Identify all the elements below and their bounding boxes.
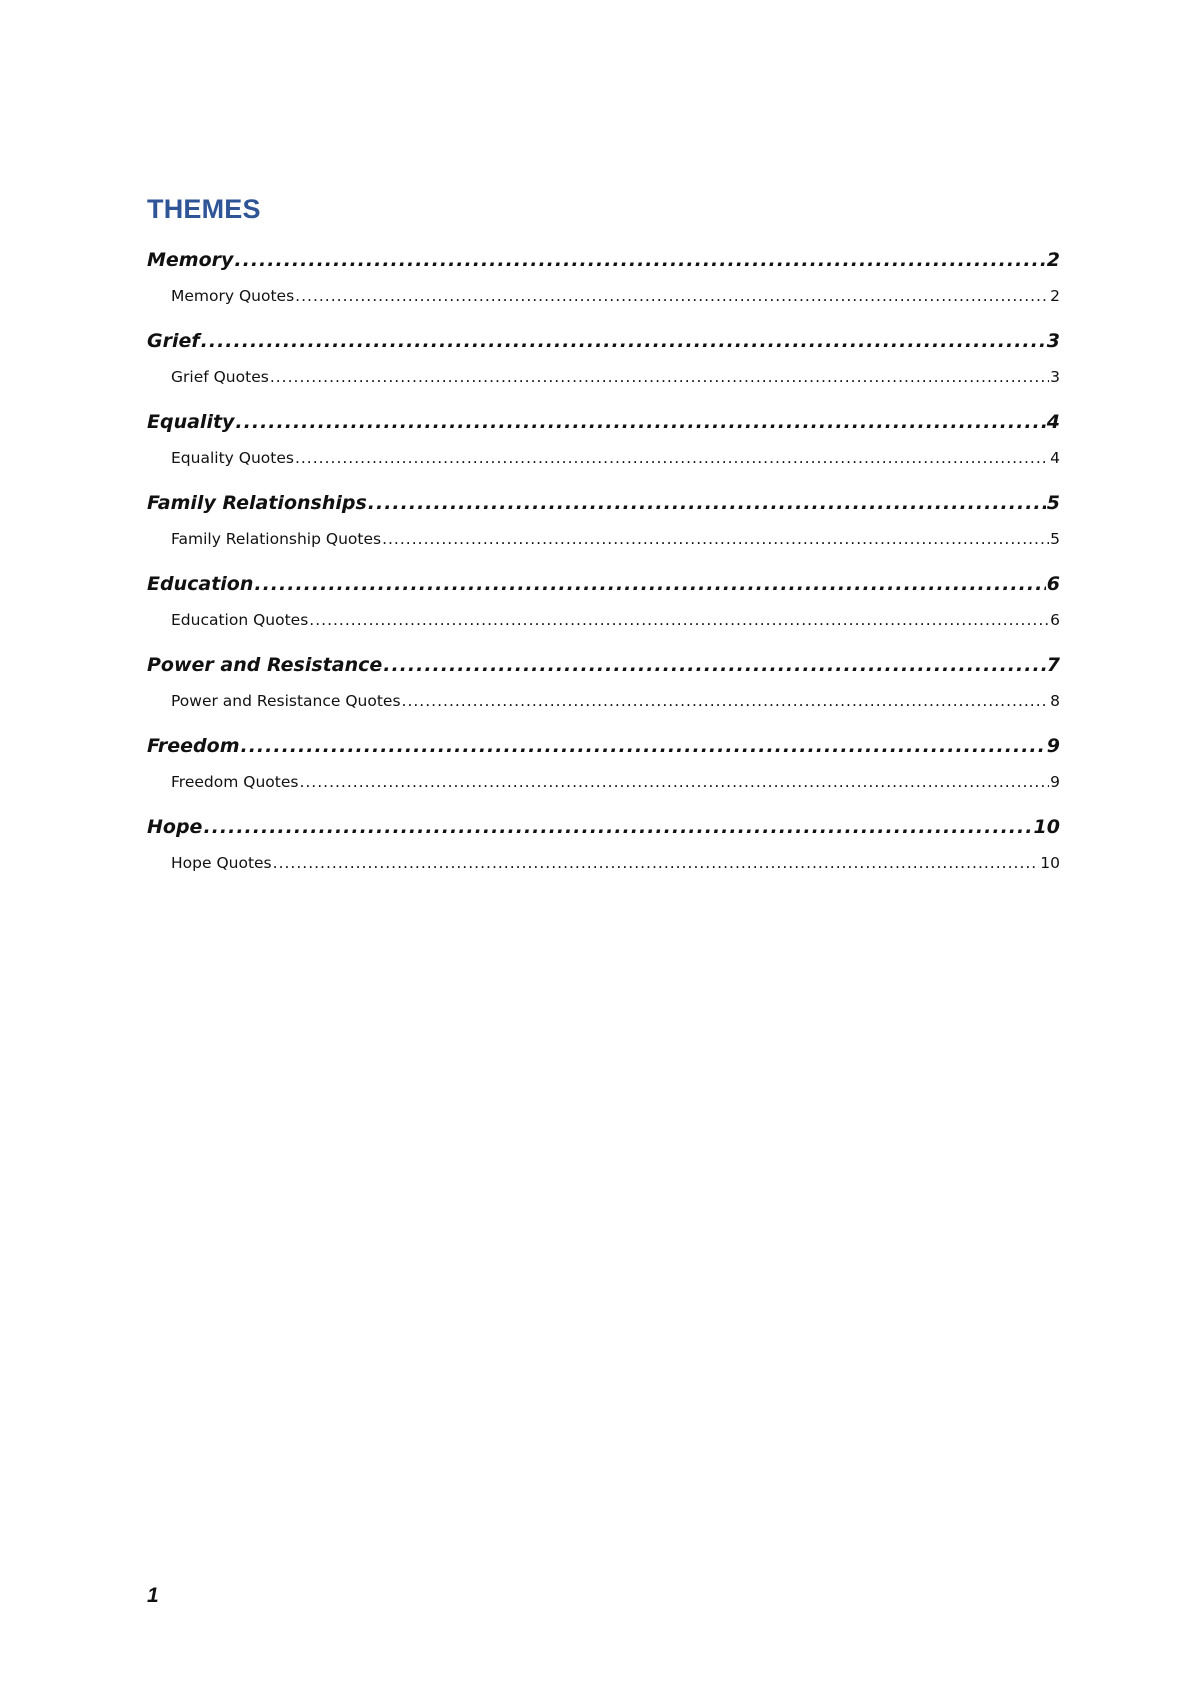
toc-entry-family-relationships[interactable]: [147, 487, 1060, 528]
toc-entry-label: Grief Quotes: [171, 368, 269, 386]
toc-entry-memory-quotes[interactable]: [147, 285, 1060, 325]
toc-leader-dots: [201, 325, 1046, 357]
toc-entry-hope-quotes[interactable]: [147, 852, 1060, 892]
table-of-contents: [147, 244, 1060, 892]
toc-entry-label: Education: [147, 573, 254, 595]
toc-leader-dots: [273, 852, 1040, 874]
toc-entry-label: Freedom: [147, 735, 240, 757]
toc-entry-label: Hope: [147, 816, 203, 838]
toc-entry-education-quotes[interactable]: [147, 609, 1060, 649]
toc-page-number: 10: [1033, 816, 1060, 838]
toc-entry-label: Education Quotes: [171, 611, 309, 629]
toc-page-number: 8: [1050, 692, 1060, 710]
toc-page-number: 10: [1040, 854, 1060, 872]
toc-entry-label: Family Relationships: [147, 492, 367, 514]
toc-page-number: 5: [1046, 492, 1060, 514]
toc-leader-dots: [309, 609, 1049, 631]
toc-leader-dots: [203, 811, 1032, 843]
toc-leader-dots: [254, 568, 1045, 600]
toc-entry-freedom-quotes[interactable]: [147, 771, 1060, 811]
toc-entry-label: Equality Quotes: [171, 449, 294, 467]
toc-entry-hope[interactable]: [147, 811, 1060, 852]
toc-page-number: 6: [1046, 573, 1060, 595]
toc-page-number: 2: [1050, 287, 1060, 305]
toc-entry-label: Memory: [147, 249, 234, 271]
toc-entry-memory[interactable]: [147, 244, 1060, 285]
toc-entry-label: Grief: [147, 330, 200, 352]
toc-entry-equality-quotes[interactable]: [147, 447, 1060, 487]
page-title: THEMES: [147, 194, 261, 224]
toc-page-number: 4: [1050, 449, 1060, 467]
toc-page-number: 9: [1046, 735, 1060, 757]
toc-page-number: 3: [1050, 368, 1060, 386]
toc-page-number: 4: [1046, 411, 1060, 433]
toc-entry-grief[interactable]: [147, 325, 1060, 366]
toc-page-number: 7: [1046, 654, 1060, 676]
toc-entry-family-relationship-quotes[interactable]: [147, 528, 1060, 568]
toc-entry-label: Hope Quotes: [171, 854, 272, 872]
toc-entry-label: Family Relationship Quotes: [171, 530, 382, 548]
toc-page-number: 6: [1050, 611, 1060, 629]
toc-entry-education[interactable]: [147, 568, 1060, 609]
toc-entry-label: Power and Resistance Quotes: [171, 692, 401, 710]
toc-leader-dots: [241, 730, 1046, 762]
toc-entry-freedom[interactable]: [147, 730, 1060, 771]
toc-entry-label: Memory Quotes: [171, 287, 295, 305]
toc-leader-dots: [383, 649, 1046, 681]
toc-entry-equality[interactable]: [147, 406, 1060, 447]
toc-leader-dots: [368, 487, 1046, 519]
toc-leader-dots: [299, 771, 1049, 793]
toc-leader-dots: [295, 285, 1049, 307]
toc-entry-power-and-resistance-quotes[interactable]: [147, 690, 1060, 730]
toc-entry-grief-quotes[interactable]: [147, 366, 1060, 406]
toc-page-number: 5: [1050, 530, 1060, 548]
toc-entry-power-and-resistance[interactable]: [147, 649, 1060, 690]
toc-entry-label: Freedom Quotes: [171, 773, 299, 791]
toc-page-number: 2: [1046, 249, 1060, 271]
toc-leader-dots: [382, 528, 1049, 550]
toc-leader-dots: [235, 406, 1045, 438]
toc-leader-dots: [234, 244, 1045, 276]
toc-leader-dots: [295, 447, 1049, 469]
toc-leader-dots: [402, 690, 1050, 712]
page-number: 1: [147, 1584, 159, 1607]
toc-leader-dots: [270, 366, 1049, 388]
toc-entry-label: Power and Resistance: [147, 654, 383, 676]
toc-page-number: 3: [1046, 330, 1060, 352]
toc-page-number: 9: [1050, 773, 1060, 791]
toc-entry-label: Equality: [147, 411, 235, 433]
